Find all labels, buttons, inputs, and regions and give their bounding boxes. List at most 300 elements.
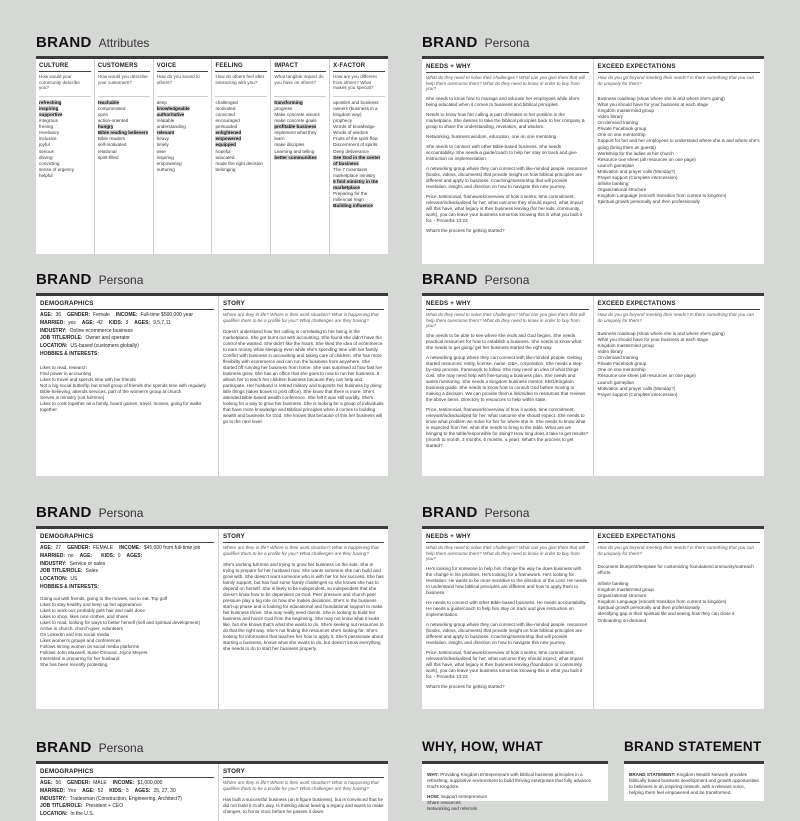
attribute-item-text: hungry bbox=[97, 124, 114, 130]
field-label: JOB TITLE/ROLE: bbox=[40, 568, 83, 575]
attribute-item bbox=[333, 155, 385, 167]
expectation-item: Launch gameplan bbox=[597, 379, 635, 385]
brand-title: BRAND bbox=[422, 34, 478, 51]
hobby-item: Likes to stay healthy and keep up her appearance bbox=[40, 601, 142, 607]
persona-story-panel-1 bbox=[36, 271, 388, 476]
statement-text: Kingdom Wealth Network provides biblically based business development and growth opportunities to believers in an inspiring network, with a relevant voice, helping them feel empowered and be transformed. bbox=[629, 772, 759, 796]
expectation-item: Identifying gap in their spiritual life and seeing how they can close it bbox=[597, 611, 735, 617]
attribute-item-text: teachable bbox=[97, 100, 120, 105]
attribute-item-text: self-motivated bbox=[97, 142, 127, 148]
demographics-card bbox=[36, 526, 388, 709]
column-header: IMPACT bbox=[274, 61, 326, 72]
brand-title: BRAND bbox=[422, 504, 478, 521]
attribute-item-text: hopeful bbox=[215, 148, 231, 154]
why-how-what-panel bbox=[422, 739, 608, 812]
field-value: 25, 27, 30 bbox=[153, 787, 176, 794]
column-question: How do others feel after interacting with you? bbox=[215, 74, 267, 97]
brand-title: BRAND bbox=[36, 271, 92, 288]
field-value: Female bbox=[93, 312, 110, 318]
attribute-item-text: belonging bbox=[215, 166, 236, 172]
field-label: LOCATION: bbox=[40, 811, 68, 817]
needs-paragraph: She needs to know how to manage and educate her employees while she's being educated when it comes to business and biblical principles. bbox=[426, 96, 580, 108]
attribute-item-text: challenged bbox=[215, 100, 238, 105]
demographic-row bbox=[40, 545, 214, 553]
expectation-item: Kingdom Language (smooth transition from current to kingdom) bbox=[597, 193, 727, 198]
expectation-item: Infinite banking bbox=[597, 581, 629, 587]
expectation-item: Onboarding on-demand bbox=[597, 617, 647, 623]
attribute-item-text: convicting bbox=[39, 160, 60, 166]
needs-paragraph: Price, testimonial, framework/overview of how it works, time commitment, relevant/individualized for her, what outcome they should expect, what impact will this have, what legacy is their business leaving (for her kids, community, work), you can leave your business tomorrow knowing this is what you built it for. - Proverbs 13:22 bbox=[426, 193, 584, 223]
hobby-item: Going out with friends, going to the movies, out to eat. Top golf bbox=[40, 595, 168, 601]
expectation-item: Support for her and her employees to understand where she is and where she's going (bring them as guests) bbox=[597, 138, 760, 150]
brand-title: BRAND bbox=[36, 739, 92, 756]
attribute-item-text: spirit-filled bbox=[97, 154, 119, 160]
attribute-item bbox=[215, 167, 267, 173]
expectations-column bbox=[594, 59, 765, 264]
needs-paragraph: What's the process for getting started? bbox=[426, 683, 505, 689]
attribute-item-text: Fruits of the spirit flow bbox=[333, 136, 378, 142]
field-value: 0 bbox=[117, 552, 121, 559]
section-subtitle: Persona bbox=[98, 741, 144, 755]
hobby-item: Find power in accounting bbox=[40, 370, 92, 376]
field-value: US bbox=[70, 576, 78, 582]
attribute-item-text: transforming bbox=[274, 100, 303, 105]
field-value: 52 bbox=[97, 787, 104, 794]
expectation-item: Organizational structure bbox=[597, 593, 647, 599]
field-label: AGE: bbox=[40, 545, 53, 551]
how-label: HOW: bbox=[427, 794, 440, 800]
demographic-row bbox=[40, 351, 214, 359]
field-label: KIDS: bbox=[101, 552, 115, 559]
attribute-item-text: Preparing for the millennial reign bbox=[333, 190, 368, 202]
persona-heading bbox=[36, 271, 143, 295]
expectation-item: What you should have for your business at each stage bbox=[597, 102, 709, 108]
story-column bbox=[219, 296, 388, 476]
hobby-item: Likes to cook together as a family, board games, travel, movies, going for walks together. bbox=[40, 400, 202, 412]
column-header: NEEDS + WHY bbox=[426, 61, 589, 73]
field-label: GENDER: bbox=[67, 545, 91, 551]
attribute-item-text: inclusive bbox=[39, 136, 57, 142]
field-label: INCOME: bbox=[119, 545, 141, 551]
column-header: NEEDS + WHY bbox=[426, 531, 589, 543]
attribute-item-text: revelatory bbox=[39, 130, 60, 136]
column-header: STORY bbox=[223, 531, 384, 543]
column-question: How would your community describe you? bbox=[39, 74, 91, 97]
expectation-item: Private Facebook group bbox=[597, 126, 647, 132]
attribute-item bbox=[274, 155, 326, 161]
needs-card bbox=[422, 526, 764, 709]
field-value: 3 bbox=[125, 787, 129, 794]
attribute-item-text: inspiring bbox=[156, 154, 174, 160]
statement-line bbox=[629, 772, 759, 796]
field-label: HOBBIES & INTERESTS: bbox=[40, 583, 99, 590]
field-label: GENDER: bbox=[67, 312, 91, 318]
field-value: 3 bbox=[125, 319, 129, 326]
field-label: AGE: bbox=[81, 319, 95, 326]
field-value: MALE bbox=[93, 780, 107, 786]
expectation-item: Spiritual growth personally and then professionally bbox=[597, 199, 700, 205]
attribute-column bbox=[36, 59, 95, 254]
expectation-item: On-demand training bbox=[597, 120, 639, 126]
needs-paragraph: A networking group where they can connect with like-minded people, resources (books, videos, documents) that provide insight on how biblical principles are different and apply to business. Coaching/mentorship that will provide revelation, insight, and direction on how to navigate this new journey. bbox=[426, 621, 588, 645]
expectations-column bbox=[594, 296, 765, 476]
section-subtitle: Persona bbox=[484, 273, 530, 287]
persona-heading bbox=[422, 271, 529, 295]
attribute-column bbox=[95, 59, 154, 254]
needs-text bbox=[426, 333, 589, 448]
column-header: CULTURE bbox=[39, 61, 91, 72]
attribute-item bbox=[157, 167, 209, 173]
column-question: What tangible impact do you have on others? bbox=[274, 74, 326, 97]
field-value: President + CEO bbox=[85, 803, 124, 810]
expectation-item: Business roadmap (show where she is and where she's going) bbox=[597, 96, 725, 101]
attribute-item-text: make concrete goals bbox=[274, 118, 317, 124]
demographic-row bbox=[40, 328, 214, 336]
story-text: Doesn't understand how her calling is correlating to her being in the marketplace. She got burnt out with accounting. She found she didn't have the control she wanted. She didn't like the hours. She liked the idea of ecommerce to earn money while sleeping even while she's spending time with her family. Conflict with business in accounting and taking care of children. She has more flexibility with ecommerce and can run the business from anywhere. She started off running her business from home. She was surprised at how fast her business grew. She has an office that she goes to now to run her business. It allows her to teach her children business because they can help and participate. Her husband is retired military and supports her business by doing little things (takes boxes to post office). She know that there is more. She's attended Bible-based wealth conference. She felt it was still worldly. She's looking for a way to grow her business. She is looking for a group of individuals that have more knowledge and Biblical principles when it comes to building wealth and business for God. She knows that because of this her business will go to the next level. bbox=[222, 329, 384, 424]
field-label: HOBBIES & INTERESTS: bbox=[40, 350, 99, 357]
brand-statement-title: BRAND STATEMENT bbox=[624, 739, 762, 754]
field-label: KIDS: bbox=[108, 319, 123, 326]
attribute-item-text: timely bbox=[156, 142, 169, 148]
field-label: AGE: bbox=[79, 552, 93, 559]
column-question: How are you different from others? What makes you special? bbox=[333, 74, 385, 97]
field-value: Online ecommerce business bbox=[69, 327, 133, 334]
attribute-item-text: Deep deliverance bbox=[333, 148, 369, 154]
needs-column bbox=[422, 296, 594, 476]
brand-title: BRAND bbox=[36, 34, 92, 51]
hobby-item: Follows strong women on social media platforms bbox=[40, 644, 140, 649]
field-value: $45,000 from full-time job bbox=[143, 545, 201, 551]
section-subtitle: Persona bbox=[484, 506, 530, 520]
column-header: DEMOGRAPHICS bbox=[40, 531, 214, 543]
attribute-column bbox=[154, 59, 213, 254]
persona-heading bbox=[36, 739, 143, 763]
field-label: INDUSTRY: bbox=[40, 560, 67, 567]
expectations-column bbox=[594, 529, 765, 709]
field-label: KIDS: bbox=[109, 787, 123, 794]
needs-column bbox=[422, 59, 594, 264]
attribute-item bbox=[333, 191, 385, 203]
hobby-item: Likes women's groups and conferences bbox=[40, 637, 121, 643]
expectation-item: Spiritual growth personally and then professionally bbox=[597, 605, 700, 611]
persona-heading bbox=[422, 504, 529, 528]
expectation-item: Prayer support (Complete intercession) bbox=[597, 391, 678, 397]
field-label: AGE: bbox=[40, 780, 53, 786]
demographics-column bbox=[36, 529, 219, 709]
needs-paragraph: Networking, business wisdom, education, one on one mentoring bbox=[426, 134, 557, 140]
needs-text bbox=[426, 96, 589, 233]
attribute-item-text: relational bbox=[97, 148, 117, 154]
attribute-item bbox=[333, 203, 385, 209]
persona-story-panel-3 bbox=[36, 739, 388, 817]
how-item: Share resources bbox=[427, 800, 461, 806]
needs-paragraph: Needs to know how her calling is part of/relates to her position in the marketplace. She desires to take the biblical principles back to her company & group to share the understanding, revelation, and wisdom. bbox=[426, 112, 585, 130]
attribute-item-text: Bible reading believers bbox=[97, 130, 149, 136]
attribute-item-text: wise bbox=[156, 148, 166, 154]
field-value: 9,5,7,11 bbox=[153, 319, 171, 326]
attribute-item-text: integrous bbox=[39, 118, 58, 124]
attribute-item-text: relevant bbox=[156, 130, 175, 136]
demographic-row bbox=[40, 335, 214, 343]
hobby-item: Bible-believing, attends services, part of the women's group at church bbox=[40, 388, 182, 394]
attribute-item-text: serious bbox=[39, 148, 54, 154]
attribute-item-text: freeing bbox=[39, 124, 54, 130]
column-question: How would you describe your customers? bbox=[98, 74, 150, 97]
needs-paragraph: He's looking for someone to help him change the way he does business with the change in his priorities. He's looking for a framework. He's looking for revelation. He wants to be more sensitive to the direction of the Lord. He needs to understand how biblical principles are different and how to apply them to business. bbox=[426, 566, 587, 596]
attribute-item-text: refreshing bbox=[39, 100, 62, 105]
field-value: $1,000,000 bbox=[137, 780, 163, 786]
attribute-item-text: helpful bbox=[39, 172, 53, 178]
field-label: GENDER: bbox=[67, 780, 91, 786]
field-label: AGE: bbox=[82, 787, 95, 794]
attribute-item-text: Building influence bbox=[333, 203, 373, 209]
brand-statement-panel bbox=[624, 739, 764, 800]
expectation-item: Resource one sheet (all resources on one page) bbox=[597, 373, 696, 379]
hobby-item: Not a big social butterfly, but small group of friends she spends time with regularly bbox=[40, 382, 206, 388]
demographic-row bbox=[40, 320, 214, 328]
why-label: WHY: bbox=[427, 772, 439, 777]
attribute-item-text: make disciples bbox=[274, 142, 305, 148]
attribute-item-text: educated bbox=[215, 154, 235, 160]
demographics-column bbox=[36, 764, 219, 821]
column-header: FEELING bbox=[215, 61, 267, 72]
how-item: Networking and referrals bbox=[427, 806, 478, 812]
field-label: MARRIED: bbox=[40, 319, 65, 326]
expectation-item: Motivation and prayer calls (Monday?) bbox=[597, 168, 676, 174]
story-column bbox=[219, 764, 388, 821]
demographic-row bbox=[40, 553, 214, 561]
attribute-item bbox=[333, 167, 385, 179]
hobbies-list bbox=[40, 596, 214, 669]
demographic-fields bbox=[40, 312, 214, 359]
persona-needs-panel-3 bbox=[422, 504, 764, 709]
attribute-item-text: Bible readers bbox=[97, 136, 125, 142]
section-subtitle: Persona bbox=[98, 506, 144, 520]
hobby-item: Likes to travel and spends time with her friends bbox=[40, 376, 136, 382]
expectation-item: One on one mentorship bbox=[597, 367, 646, 373]
needs-paragraph: What's the process for getting started? bbox=[426, 227, 505, 233]
column-header: EXCEED EXPECTATIONS bbox=[598, 531, 761, 543]
attributes-heading bbox=[36, 34, 149, 58]
needs-card bbox=[422, 56, 764, 264]
brand-title: BRAND bbox=[422, 271, 478, 288]
hobby-item: She has been recently protesting. bbox=[40, 662, 109, 668]
expectation-item: Prayer support (Complete intercession) bbox=[597, 174, 678, 180]
attribute-item bbox=[333, 179, 385, 191]
expectation-item: Organizational structure bbox=[597, 186, 647, 192]
needs-paragraph: He needs to connect with other Bible-based business. He needs accountability. He needs a guide/coach to help him stay on track and give instruction on implementation. bbox=[426, 600, 587, 617]
attribute-item-text: apostles and business owners (business in a kingdom way) bbox=[333, 100, 379, 118]
attribute-item-text: relatable bbox=[156, 118, 175, 124]
expectation-item: One on one mentorship bbox=[597, 132, 646, 138]
needs-paragraph: She needs to connect with other Bible-based business. She needs accountability. She needs a guide/coach to help her stay on track and give instruction on implementation. bbox=[426, 144, 577, 161]
statement-label: BRAND STATEMENT: bbox=[629, 772, 676, 777]
field-label: AGES: bbox=[134, 787, 151, 794]
field-label: AGES: bbox=[134, 319, 151, 326]
column-header: NEEDS + WHY bbox=[426, 298, 589, 310]
attribute-item-text: profitable business bbox=[274, 124, 317, 130]
expectation-item: Launch gameplan bbox=[597, 162, 635, 168]
attribute-item bbox=[39, 173, 91, 179]
attribute-item-text: open bbox=[97, 112, 109, 118]
attribute-item-text: understanding bbox=[156, 124, 186, 130]
column-question: Where are they in life? Where is their work situation? What is happening that qualifies them to be a profile for you? What challenges are they having? bbox=[222, 545, 379, 556]
section-subtitle: Persona bbox=[484, 36, 530, 50]
expectation-item: Kingdom mastermind group bbox=[597, 587, 654, 593]
section-subtitle: Persona bbox=[98, 273, 144, 287]
statement-card bbox=[624, 761, 764, 801]
story-text: Has built a successful business (an 8 figure business), but is convinced that he did not build it God's way. Is thinking about leaving a legacy and wants to make changes, to honor God, before he passes it down. bbox=[222, 797, 384, 814]
needs-paragraph: A networking group where they can connect with like-minded people. Getting started resources: entity, license, name, DBA, corporation. She needs a step-by-step process, framework to follow. She may need an idea of what things cost. She may need help with fine-tuning a business plan. She needs and wants mentoring. She needs a Kingdom business mentor. KBO/Kingdom business guide. She needs to know how to consult God before moving or making a decision. We can provide them a link/video to resources that reviews the above items. Directory to resources to help within state. bbox=[426, 355, 586, 402]
expectation-item: Kingdom mastermind group bbox=[597, 108, 654, 114]
section-subtitle: Attributes bbox=[98, 36, 150, 50]
attribute-item-text: made the right decision bbox=[215, 160, 263, 166]
field-label: JOB TITLE/ROLE: bbox=[40, 335, 83, 342]
field-label: INCOME: bbox=[112, 780, 135, 786]
field-value: Tradesman (Construction, Engineering, Architect?) bbox=[69, 795, 182, 802]
field-value: 27 bbox=[55, 545, 62, 551]
expectation-item: Resource one sheet (all resources on one page) bbox=[597, 156, 696, 162]
attribute-item-text: compromised bbox=[97, 106, 126, 112]
column-question: How do you go beyond meeting their needs? Is there something that you can do uniquely for them? bbox=[597, 545, 755, 556]
expectation-item: Workshop for the ladies at her church bbox=[597, 150, 674, 156]
field-label: INDUSTRY: bbox=[40, 795, 67, 802]
demographics-card bbox=[36, 293, 388, 476]
field-label: AGES: bbox=[126, 552, 143, 559]
story-column bbox=[219, 529, 388, 709]
field-value: 42 bbox=[97, 319, 103, 326]
column-question: Where are they in life? Where is their work situation? What is happening that qualifies them to be a profile for you? What challenges are they having? bbox=[222, 312, 379, 323]
attribute-item-text: encouraged bbox=[215, 118, 240, 124]
attributes-card bbox=[36, 56, 388, 254]
attribute-item-text: persuaded bbox=[215, 124, 238, 130]
needs-column bbox=[422, 529, 594, 709]
needs-paragraph: She needs to be able to see where she ends and God begins. She needs practical resources for how to establish a business. She needs to know what she needs to get going/ get her business started the right way. bbox=[426, 333, 582, 351]
needs-paragraph: A networking group where they can connect with like-minded people, resources (books, videos, documents) that provide insight on how biblical principles are different and apply to business. Coaching/mentorship that will provide revelation, insight, and direction on how to navigate this new journey. bbox=[426, 165, 588, 189]
why-line bbox=[427, 772, 603, 790]
column-header: VOICE bbox=[157, 61, 209, 72]
attribute-item bbox=[98, 155, 150, 161]
field-label: LOCATION: bbox=[40, 343, 68, 349]
column-header: DEMOGRAPHICS bbox=[40, 298, 214, 310]
demographic-row bbox=[40, 796, 214, 804]
expectations-list bbox=[598, 96, 761, 205]
column-question: How do you sound to others? bbox=[157, 74, 209, 97]
attribute-item-text: See God in the center of business bbox=[333, 154, 381, 166]
demographics-column bbox=[36, 296, 219, 476]
expectation-item: Document blueprint/template for customizing foundation/community/outreach efforts. bbox=[597, 564, 754, 576]
attribute-item-text: Make concrete visions bbox=[274, 112, 320, 118]
attribute-item-text: action-oriented bbox=[97, 118, 129, 124]
column-header: CUSTOMERS bbox=[98, 61, 150, 72]
demographics-card bbox=[36, 761, 388, 821]
field-value: Service or sales bbox=[69, 560, 106, 567]
demographic-row bbox=[40, 343, 214, 351]
attributes-panel bbox=[36, 34, 388, 254]
attribute-item-text: driving bbox=[39, 154, 53, 160]
attribute-item-text: Discernment of spirits bbox=[333, 142, 378, 148]
attribute-item-text: motivated bbox=[215, 106, 236, 112]
column-question: How do you go beyond meeting their needs? Is there something that you can do uniquely for them? bbox=[597, 312, 755, 323]
attribute-item-text: convicted bbox=[215, 112, 235, 118]
how-item: Support entrepreneurs bbox=[440, 794, 487, 800]
attribute-item-text: knowledgeable bbox=[156, 106, 190, 112]
attribute-item bbox=[333, 100, 385, 118]
persona-needs-panel-1 bbox=[422, 34, 764, 264]
expectations-list bbox=[598, 564, 761, 624]
attribute-item-text: progress bbox=[274, 106, 293, 112]
field-value: In the U.S. bbox=[70, 811, 95, 817]
field-label: INCOME: bbox=[115, 312, 138, 318]
attribute-item-text: sense of urgency bbox=[39, 166, 74, 172]
expectation-item: Business roadmap (show where she is and where she's going) bbox=[597, 331, 725, 336]
field-value: Owner and operator bbox=[85, 335, 130, 342]
expectation-item: Infinite banking bbox=[597, 180, 629, 186]
attribute-item-text: prophecy bbox=[333, 118, 353, 124]
field-label: AGE: bbox=[40, 312, 53, 318]
hobby-item: Interested in preparing for her husband bbox=[40, 656, 120, 662]
persona-story-panel-2 bbox=[36, 504, 388, 709]
demographic-row bbox=[40, 312, 214, 320]
attribute-item-text: enlightened bbox=[215, 130, 242, 136]
demographic-row bbox=[40, 576, 214, 584]
hobby-item: Likes to work-out, probably gets hair and nails done bbox=[40, 607, 145, 613]
hobby-item: Likes to read, looking for ways to better herself (self and spiritual development) bbox=[40, 619, 201, 625]
column-header: STORY bbox=[223, 766, 384, 778]
demographic-row bbox=[40, 568, 214, 576]
why-text: Providing Kingdom Entrepreneurs with biblical business principles in a refreshing, supportive environment to build thriving enterprises that fully advance God's Kingdom. bbox=[427, 772, 591, 790]
field-value: yes bbox=[68, 319, 76, 326]
field-label: JOB TITLE/ROLE: bbox=[40, 803, 83, 810]
demographic-fields bbox=[40, 780, 214, 819]
field-value: 56 bbox=[55, 780, 62, 786]
field-label: MARRIED: bbox=[40, 787, 65, 794]
hobby-item: Active in church, church-goer, volunteers bbox=[40, 625, 123, 631]
expectation-item: Video library bbox=[597, 349, 623, 355]
demographic-fields bbox=[40, 545, 214, 592]
attribute-item-text: supportive bbox=[39, 112, 63, 118]
persona-heading bbox=[422, 34, 529, 58]
attribute-item-text: nurturing bbox=[156, 166, 175, 172]
expectation-item: Motivation and prayer calls (Monday?) bbox=[597, 385, 676, 391]
column-question: What do they need to solve their challenges? What can you give them that will help them overcome them? What do they need to know in order to buy from you? bbox=[426, 545, 585, 562]
field-value: FEMALE bbox=[93, 545, 114, 551]
field-label: LOCATION: bbox=[40, 576, 68, 582]
attribute-item bbox=[274, 130, 326, 142]
attribute-item-text: 5 fold ministry in the marketplace bbox=[333, 178, 379, 190]
expectation-item: Video library bbox=[597, 114, 623, 120]
attribute-item-text: Words of knowledge bbox=[333, 124, 375, 130]
hobby-item: Follows John Maxwell, Susie Ormond, Joyce Meyers bbox=[40, 650, 148, 656]
field-value: 36 bbox=[55, 312, 62, 318]
attribute-item-text: empowering bbox=[156, 160, 182, 166]
attribute-item-text: The 7 mountains marketplace ministry bbox=[333, 166, 376, 178]
attribute-item-text: Implement what they learn bbox=[274, 130, 317, 142]
column-question: What do they need to solve their challenges? What can you give them that will help them overcome them? What do they need to know in order to buy from you? bbox=[426, 312, 585, 329]
attribute-column bbox=[271, 59, 330, 254]
hobby-item: Likes to read, research bbox=[40, 364, 87, 370]
brand-title: BRAND bbox=[36, 504, 92, 521]
demographic-row bbox=[40, 803, 214, 811]
column-question: Where are they in life? Where is their work situation? What is happening that qualifies them to be a profile for you? What challenges are they having? bbox=[222, 780, 379, 791]
why-how-what-title: WHY, HOW, WHAT bbox=[422, 739, 543, 754]
needs-paragraph: Price, testimonial, framework/overview of how it works, time commitment, relevant/individualized for her, what outcome she should expect. She needs to know what problem we solve for her for where she is. She needs to know what is expected from her, what she needs to bring to the table. What are we bringing to the table/responsible for doing? How long does it take to get results? (month to month, 3 months, 6 months, a year). What's the process to get started? bbox=[426, 406, 589, 448]
attribute-item-text: better communities bbox=[274, 154, 317, 160]
expectation-item: Kingdom Language (smooth transition from current to kingdom) bbox=[597, 599, 727, 605]
attribute-column bbox=[330, 59, 388, 254]
hobby-item: Serves in ministry (not full-time) bbox=[40, 394, 105, 400]
attribute-item-text: Learning and telling bbox=[274, 148, 315, 154]
